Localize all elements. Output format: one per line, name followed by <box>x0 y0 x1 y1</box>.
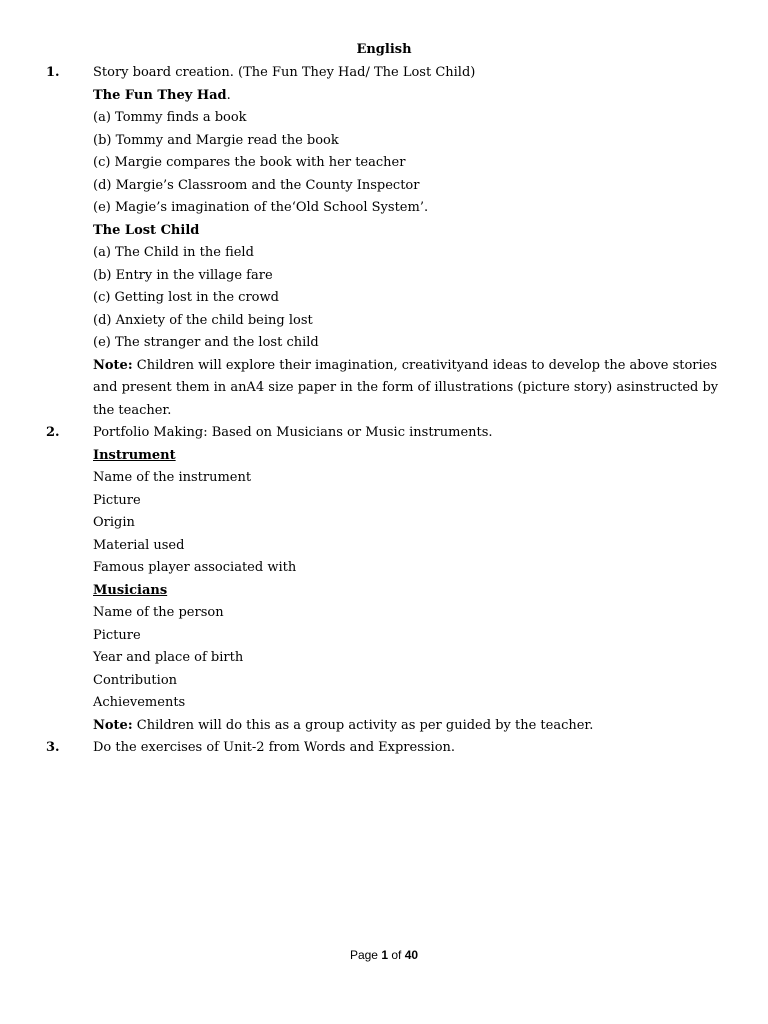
item-number: 1. <box>46 65 60 80</box>
sub-point: Year and place of birth <box>93 650 244 665</box>
page-title: English <box>356 42 412 57</box>
note-line: Note: Children will do this as a group activity as per guided by the teacher. <box>93 717 594 733</box>
note-line: the teacher. <box>93 402 172 418</box>
sub-point: (a) Tommy finds a book <box>93 110 247 125</box>
sub-point: (e) Magie’s imagination of the‘Old School System’. <box>93 200 429 215</box>
item-heading: Do the exercises of Unit-2 from Words and Expression. <box>93 740 456 755</box>
subheading-musicians: Musicians <box>93 582 168 598</box>
note-line: and present them in anA4 size paper in the form of illustrations (picture story) asinstructed by <box>93 380 719 395</box>
sub-point: Name of the person <box>93 605 224 620</box>
sub-point: Picture <box>93 627 141 643</box>
page-current: 1 <box>381 948 388 962</box>
sub-point: (c) Getting lost in the crowd <box>93 290 279 305</box>
subheading-fun-they-had: The Fun They Had <box>93 87 227 103</box>
sub-point: (e) The stranger and the lost child <box>93 335 319 350</box>
sub-point: (c) Margie compares the book with her teacher <box>93 155 406 170</box>
item-heading: Story board creation. (The Fun They Had/ The Lost Child) <box>93 65 476 80</box>
sub-point: Material used <box>93 537 185 553</box>
note-label: Note: <box>93 717 133 733</box>
subheading-line <box>0 445 768 468</box>
page-total: 40 <box>404 948 419 962</box>
assignment-list <box>0 62 768 760</box>
subheading-line <box>0 580 768 603</box>
sub-point: Origin <box>93 515 135 530</box>
subheading-lost-child: The Lost Child <box>93 222 200 238</box>
list-item <box>0 62 768 85</box>
note-line: Note: Children will explore their imagination, creativityand ideas to develop the above stories <box>93 357 718 373</box>
list-item <box>0 737 768 760</box>
list-item <box>0 422 768 445</box>
item-heading: Portfolio Making: Based on Musicians or Music instruments. <box>93 425 493 440</box>
sub-point: (b) Tommy and Margie read the book <box>93 132 339 148</box>
subheading-line: The Fun They Had. <box>93 87 231 103</box>
subheading-line <box>0 220 768 243</box>
note-label: Note: <box>93 357 133 373</box>
sub-point: Famous player associated with <box>93 560 297 575</box>
item-number: 3. <box>46 740 60 755</box>
sub-point: Name of the instrument <box>93 470 252 485</box>
page-footer: Page 1 of 40 <box>349 948 419 962</box>
sub-point: (a) The Child in the field <box>93 245 254 260</box>
sub-point: (b) Entry in the village fare <box>93 267 273 283</box>
subheading-instrument: Instrument <box>93 447 176 463</box>
item-number: 2. <box>46 425 60 440</box>
sub-point: (d) Margie’s Classroom and the County Inspector <box>93 177 420 193</box>
sub-point: Picture <box>93 492 141 508</box>
sub-point: Contribution <box>93 672 178 688</box>
sub-point: Achievements <box>93 695 186 710</box>
sub-point: (d) Anxiety of the child being lost <box>93 312 313 328</box>
